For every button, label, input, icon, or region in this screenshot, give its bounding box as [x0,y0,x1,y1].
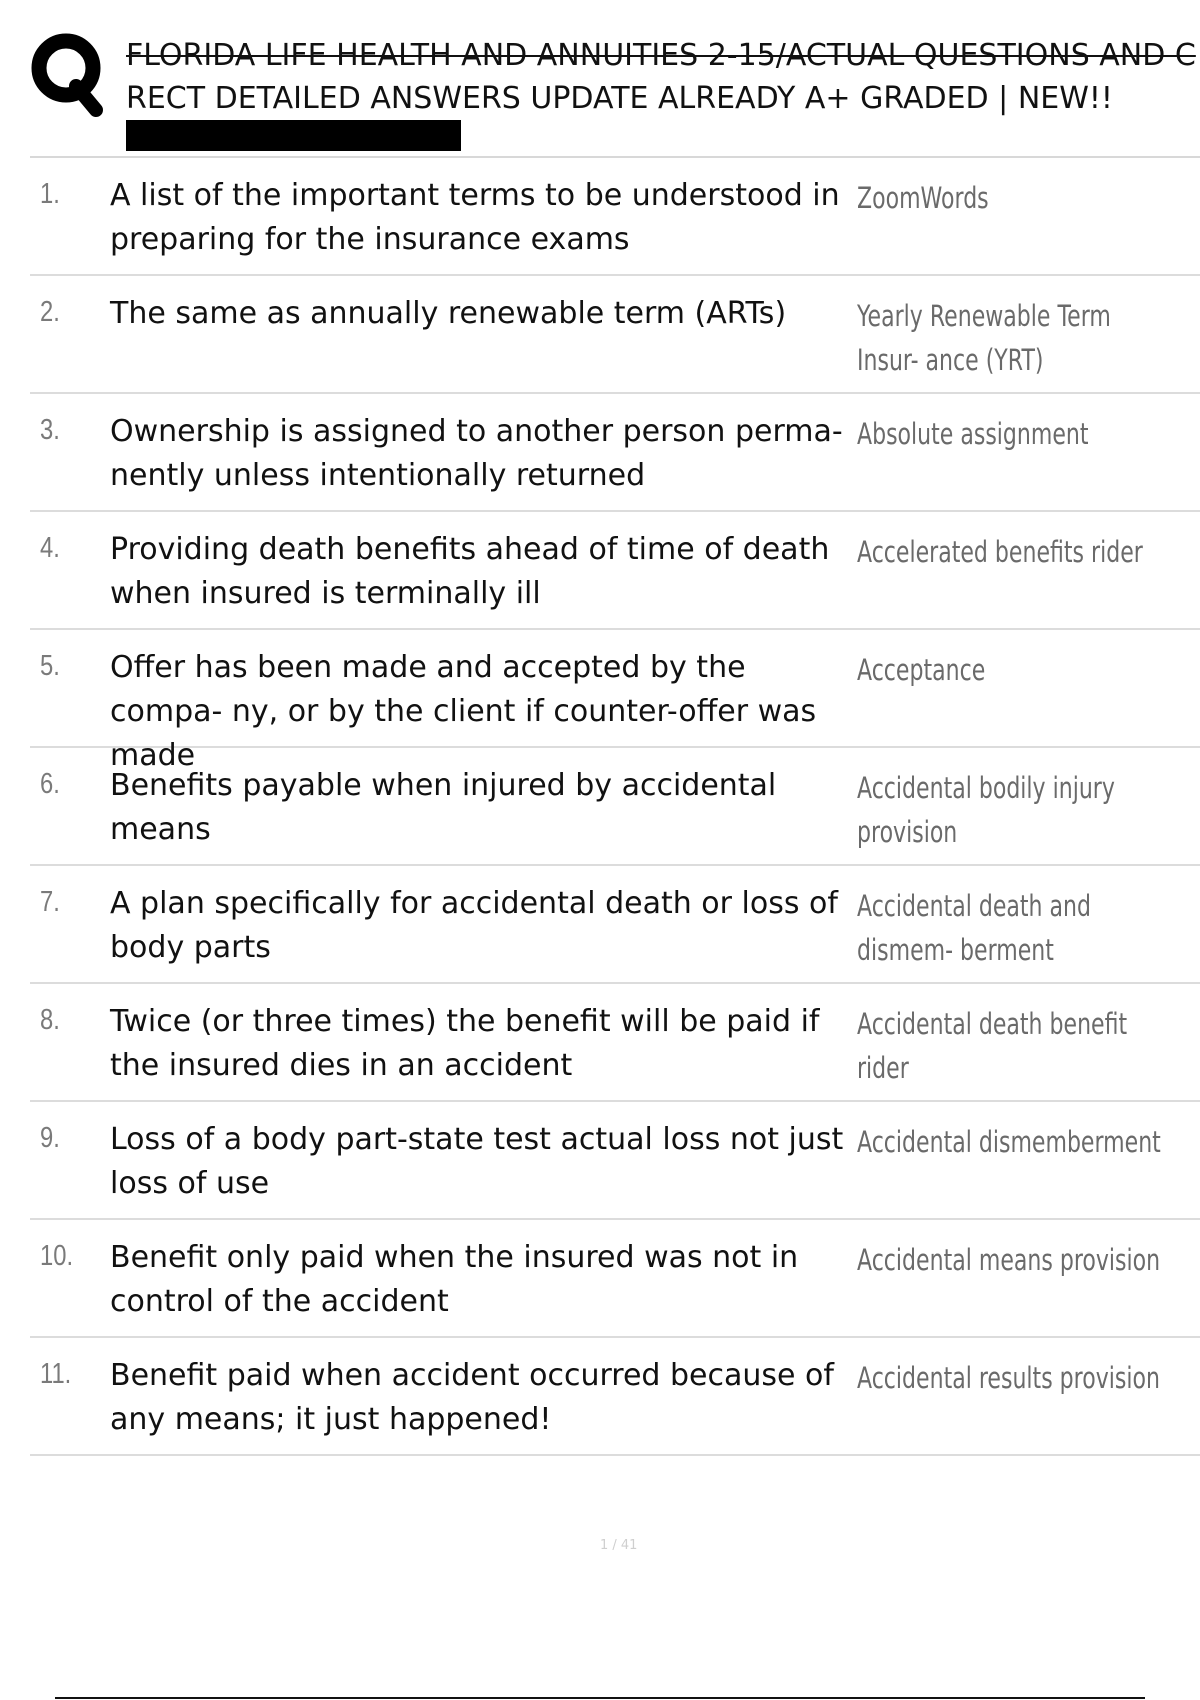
card-question: A list of the important terms to be understood in preparing for the insurance exams [110,178,840,257]
document-title [126,34,1200,120]
card-question: Twice (or three times) the benefit will be paid if the insured dies in an accident [110,1004,820,1083]
redaction-bar [126,120,461,151]
card-question: Providing death benefits ahead of time of death when insured is terminally ill [110,532,830,611]
flashcard-list [30,158,1200,1456]
card-number: 4. [40,532,60,564]
card-number: 3. [40,414,60,446]
card-number: 11. [40,1358,72,1390]
title-line-2: RECT DETAILED ANSWERS UPDATE ALREADY A+ GRADED | NEW!! [126,81,1113,116]
card-number: 9. [40,1122,60,1154]
card-number: 7. [40,886,60,918]
flashcard-row [30,158,1200,276]
page-number: 1 / 41 [600,1538,638,1553]
card-number: 5. [40,650,60,682]
title-line-1: FLORIDA LIFE HEALTH AND ANNUITIES 2-15/ACTUAL QUESTIONS AND C [126,38,1196,73]
card-number: 8. [40,1004,60,1036]
bottom-divider [55,1697,1145,1699]
card-question: Offer has been made and accepted by the compa- ny, or by the client if counter-offer was made [110,650,817,773]
card-answer: ZoomWords [857,181,989,215]
flashcard-row [30,1220,1200,1338]
flashcard-row [30,394,1200,512]
flashcard-row [30,1102,1200,1220]
card-answer: Acceptance [857,653,986,687]
card-answer: Accelerated benefits rider [857,535,1143,569]
card-answer: Accidental death and dismem- berment [857,889,1091,967]
card-question: Benefits payable when injured by accidental means [110,768,777,847]
q-logo-icon [30,30,138,138]
flashcard-row [30,866,1200,984]
card-question: A plan specifically for accidental death or loss of body parts [110,886,838,965]
card-question: Benefit paid when accident occurred because of any means; it just happened! [110,1358,834,1437]
card-question: Ownership is assigned to another person perma- nently unless intentionally returned [110,414,843,493]
card-answer: Accidental dismemberment [857,1125,1161,1159]
card-answer: Accidental death benefit rider [857,1007,1128,1085]
card-answer: Absolute assignment [857,417,1089,451]
card-number: 2. [40,296,60,328]
card-answer: Yearly Renewable Term Insur- ance (YRT) [857,299,1111,377]
card-number: 6. [40,768,60,800]
card-question: Loss of a body part-state test actual loss not just loss of use [110,1122,844,1201]
flashcard-row [30,276,1200,394]
card-number: 10. [40,1240,74,1272]
card-question: The same as annually renewable term (ARTs) [110,296,787,331]
card-answer: Accidental results provision [857,1361,1160,1395]
flashcard-row [30,512,1200,630]
flashcard-row [30,630,1200,773]
flashcard-row [30,748,1200,866]
document-header [30,28,1200,156]
card-answer: Accidental bodily injury provision [857,771,1115,849]
flashcard-row [30,984,1200,1102]
card-question: Benefit only paid when the insured was not in control of the accident [110,1240,799,1319]
card-answer: Accidental means provision [857,1243,1161,1277]
flashcard-row [30,1338,1200,1456]
card-number: 1. [40,178,60,210]
